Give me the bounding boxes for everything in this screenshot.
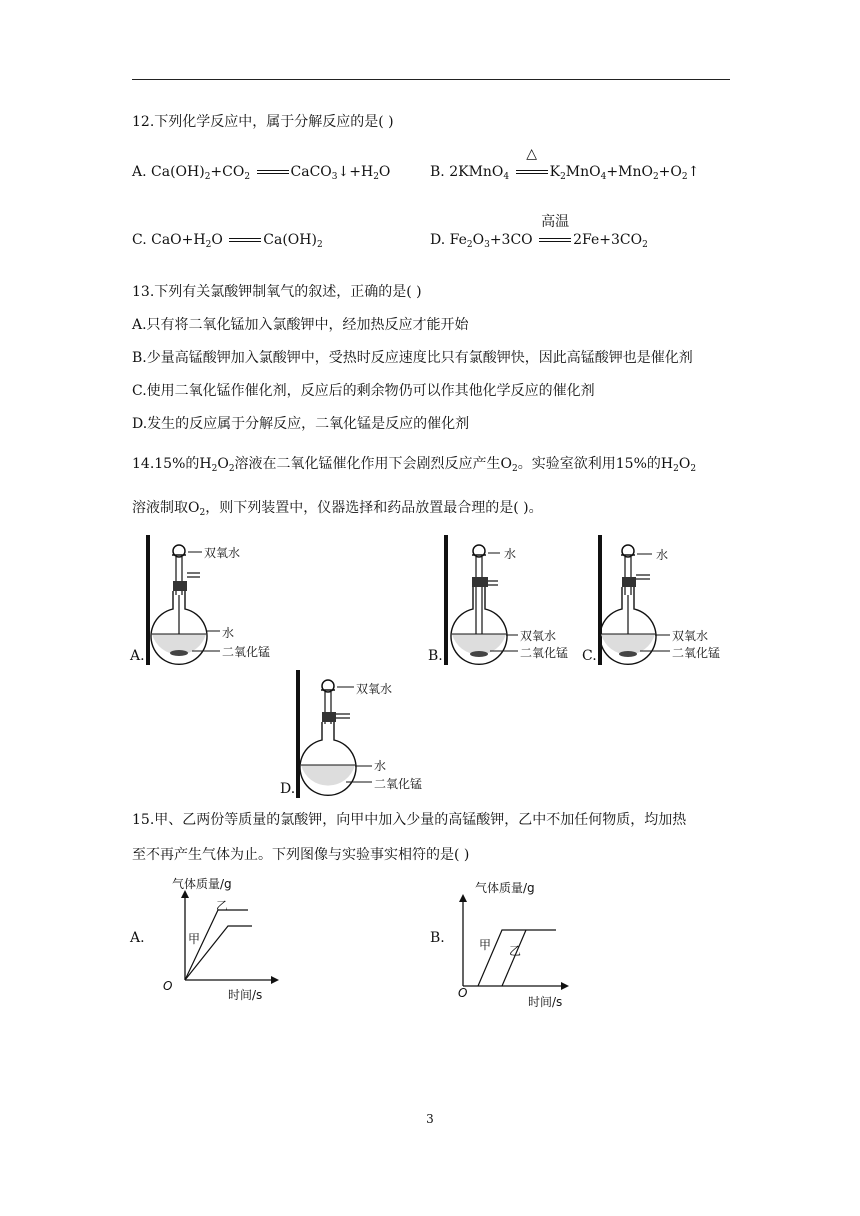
q15-stem-line2: 至不再产生气体为止。下列图像与实验事实相符的是( ): [132, 847, 470, 863]
origin-label: O: [163, 979, 173, 993]
option-letter: D.: [280, 781, 296, 797]
label-bottom: 二氧化锰: [374, 777, 423, 791]
q13-stem: 13.下列有关氯酸钾制氧气的叙述，正确的是( ): [132, 284, 422, 300]
equals-heat-sign: △: [514, 162, 550, 182]
y-axis-label: 气体质量/g: [475, 881, 535, 895]
label-top: 双氧水: [204, 546, 241, 560]
label-bottom: 二氧化锰: [520, 646, 569, 660]
q12-option-c: C. $CaO+H_2O$ $Ca(OH)_2$: [132, 232, 323, 250]
option-letter: A.: [130, 930, 145, 946]
option-letter: B.: [428, 648, 443, 664]
x-axis-label: 时间/s: [228, 988, 263, 1002]
q13-option-d: D.发生的反应属于分解反应，二氧化锰是反应的催化剂: [132, 416, 470, 432]
apparatus-figure-c: [582, 533, 742, 668]
q12-stem: 12.下列化学反应中，属于分解反应的是( ): [132, 114, 394, 130]
page-number: 3: [426, 1112, 434, 1126]
label-mid: 双氧水: [672, 629, 709, 643]
q14-stem-line1: 14.15%的$H_2O_2$溶液在二氧化锰催化作用下会剧烈反应产生$O_2$。实验室欲利用15%的$H_2O_2$: [132, 456, 697, 474]
label-top: 双氧水: [356, 682, 393, 696]
label-mid: 水: [222, 626, 235, 640]
option-letter: B.: [430, 930, 445, 946]
q13-option-c: C.使用二氧化锰作催化剂，反应后的剩余物仍可以作其他化学反应的催化剂: [132, 383, 595, 399]
series-jia-label: 甲: [479, 938, 492, 952]
q15-stem-line1: 15.甲、乙两份等质量的氯酸钾，向甲中加入少量的高锰酸钾，乙中不加任何物质，均加热: [132, 812, 687, 828]
graph-b: [430, 876, 590, 1009]
graph-a: [130, 872, 290, 1002]
label-mid: 水: [374, 759, 387, 773]
label-bottom: 二氧化锰: [672, 646, 721, 660]
x-axis-label: 时间/s: [528, 995, 563, 1009]
series-yi-label: 乙: [509, 944, 522, 958]
apparatus-figure-d: [280, 668, 450, 800]
label-top: 水: [504, 547, 517, 561]
label-bottom: 二氧化锰: [222, 645, 271, 659]
q13-option-a: A.只有将二氧化锰加入氯酸钾中，经加热反应才能开始: [132, 317, 469, 333]
q12-option-a: A. $Ca(OH)_2+CO_2$ $CaCO_3↓+H_2O$: [132, 164, 391, 182]
apparatus-figure-a: [130, 533, 290, 668]
q14-stem-line2: 溶液制取$O_2$，则下列装置中，仪器选择和药品放置最合理的是( )。: [132, 500, 543, 518]
q12-option-d: D. $Fe_2O_3+3CO$ 高温 $2Fe+3CO_2$: [430, 214, 648, 250]
equals-sign: [255, 162, 291, 182]
option-letter: A.: [130, 648, 145, 664]
q12-option-b: B. 2KMnO$_4$ △ $K_2MnO_4+MnO_2+O_2↑$: [430, 146, 700, 182]
q13-option-b: B.少量高锰酸钾加入氯酸钾中，受热时反应速度比只有氯酸钾快，因此高锰酸钾也是催化剂: [132, 350, 693, 366]
origin-label: O: [458, 986, 468, 1000]
option-letter: C.: [582, 648, 597, 664]
header-rule: [132, 79, 730, 80]
series-jia-label: 甲: [188, 932, 201, 946]
series-yi-label: 乙: [216, 899, 229, 913]
equals-sign: [227, 230, 263, 250]
label-mid: 双氧水: [520, 629, 557, 643]
label-top: 水: [656, 548, 669, 562]
y-axis-label: 气体质量/g: [172, 877, 232, 891]
apparatus-figure-b: [428, 533, 588, 668]
equals-high-temp-sign: 高温: [537, 230, 573, 250]
